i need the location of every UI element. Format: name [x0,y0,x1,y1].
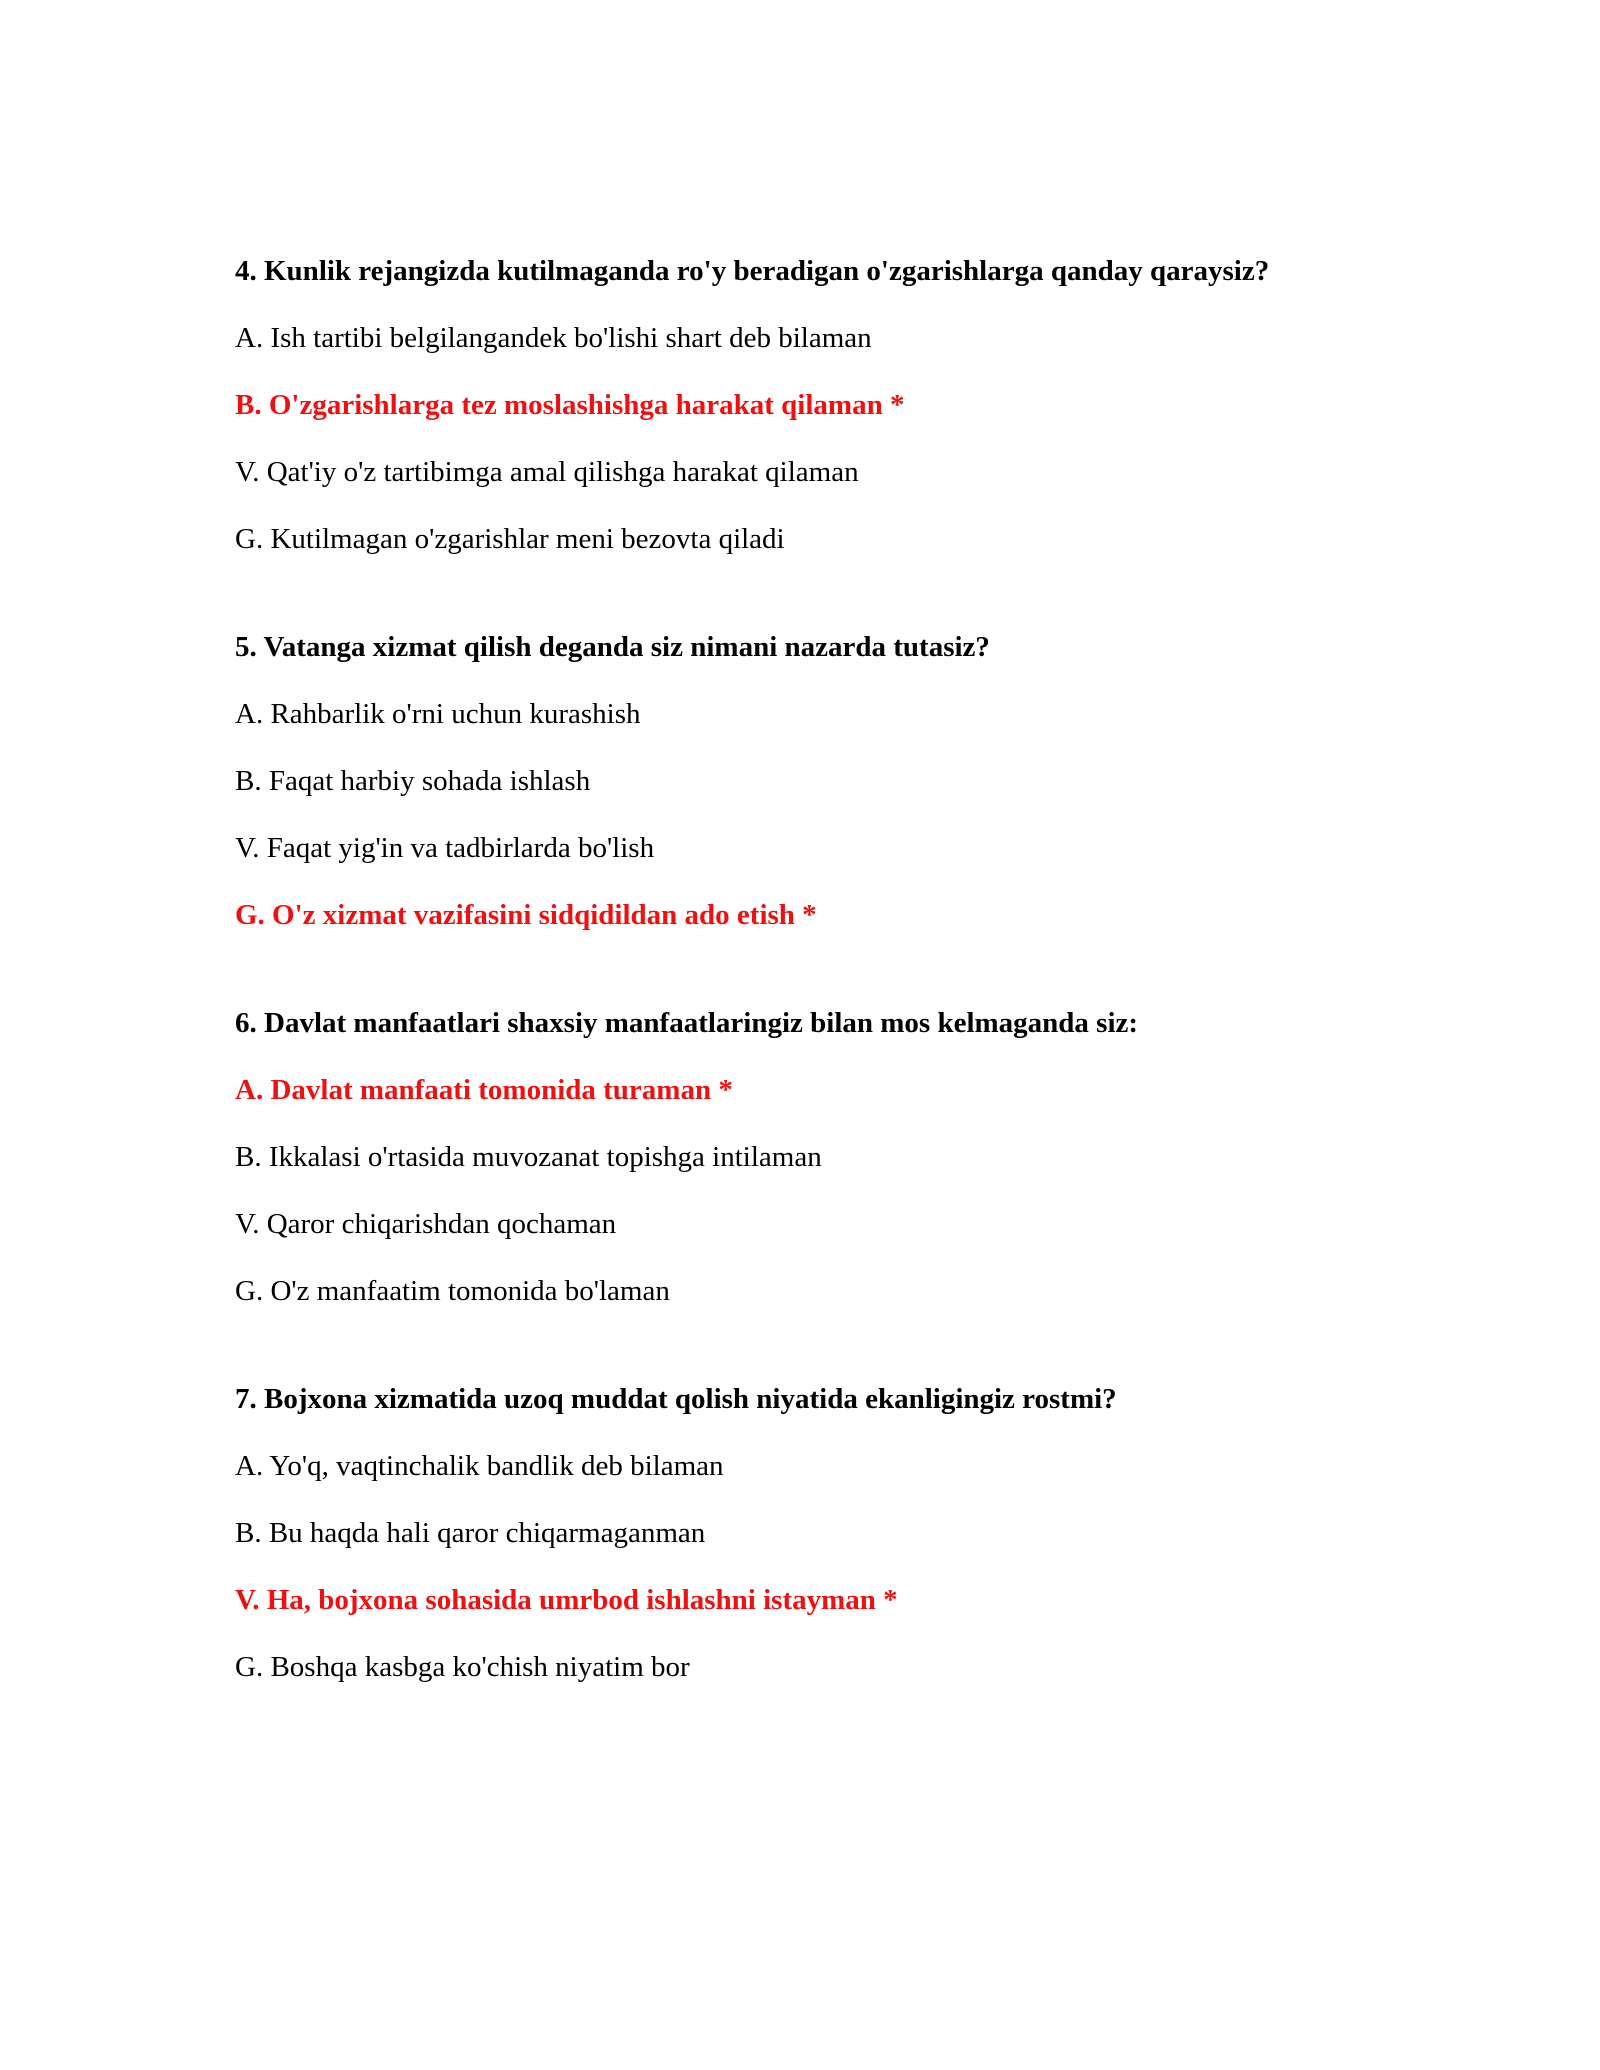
option-v-correct: V. Ha, bojxona sohasida umrbod ishlashni istayman * [235,1584,898,1616]
option-v: V. Qat'iy o'z tartibimga amal qilishga harakat qilaman [235,456,859,488]
option-a-correct: A. Davlat manfaati tomonida turaman * [235,1074,733,1106]
option-b: B. Ikkalasi o'rtasida muvozanat topishga intilaman [235,1141,822,1173]
question-title: 4. Kunlik rejangizda kutilmaganda ro'y beradigan o'zgarishlarga qanday qaraysiz? [235,255,1270,287]
option-g: G. O'z manfaatim tomonida bo'laman [235,1275,670,1307]
question-title: 6. Davlat manfaatlari shaxsiy manfaatlaringiz bilan mos kelmaganda siz: [235,1007,1139,1039]
option-v: V. Qaror chiqarishdan qochaman [235,1208,617,1240]
question-7 [235,1381,1400,1685]
question-4 [235,253,1400,557]
option-a: A. Rahbarlik o'rni uchun kurashish [235,698,641,730]
question-title: 5. Vatanga xizmat qilish deganda siz nimani nazarda tutasiz? [235,631,990,663]
option-g: G. Boshqa kasbga ko'chish niyatim bor [235,1651,690,1683]
question-title: 7. Bojxona xizmatida uzoq muddat qolish niyatida ekanligingiz rostmi? [235,1383,1117,1415]
option-v: V. Faqat yig'in va tadbirlarda bo'lish [235,832,655,864]
option-b-correct: B. O'zgarishlarga tez moslashishga harakat qilaman * [235,389,905,421]
option-a: A. Ish tartibi belgilangandek bo'lishi shart deb bilaman [235,322,872,354]
option-b: B. Bu haqda hali qaror chiqarmaganman [235,1517,706,1549]
option-g: G. Kutilmagan o'zgarishlar meni bezovta qiladi [235,523,785,555]
question-6 [235,1005,1400,1309]
option-a: A. Yo'q, vaqtinchalik bandlik deb bilaman [235,1450,724,1482]
question-5 [235,629,1400,933]
option-g-correct: G. O'z xizmat vazifasini sidqidildan ado etish * [235,899,817,931]
option-b: B. Faqat harbiy sohada ishlash [235,765,591,797]
